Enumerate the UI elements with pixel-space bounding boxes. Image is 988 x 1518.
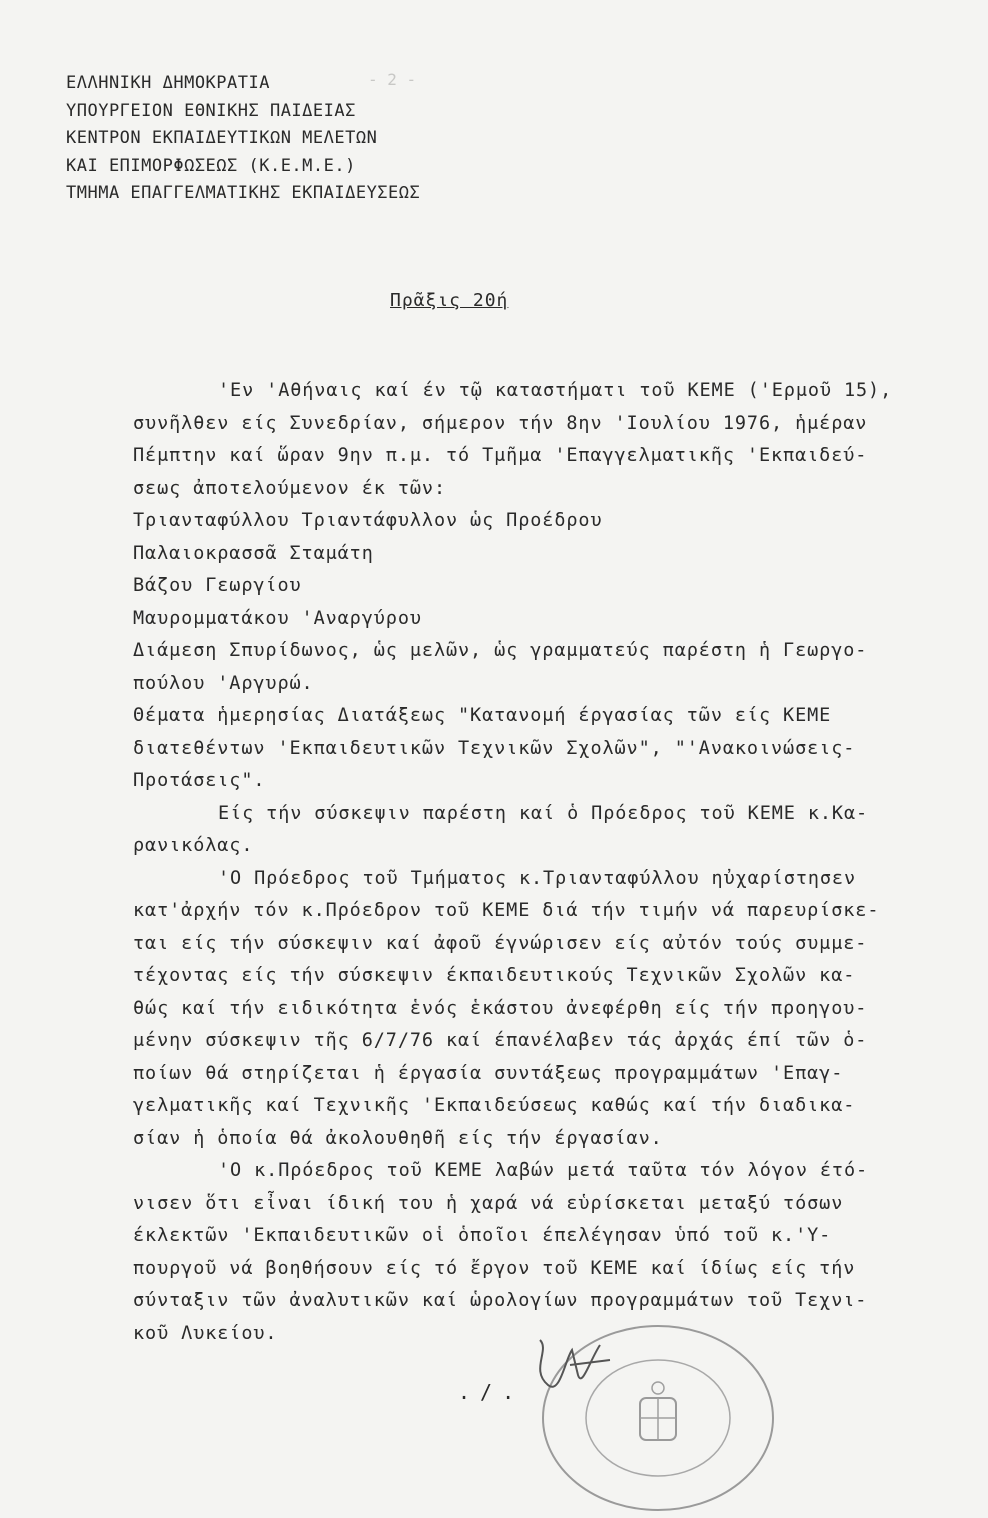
body-line: πουργοῦ νά βοηθήσουν είς τό ἔργον τοῦ ΚΕΜΕ καί ίδίως είς τήν: [133, 1257, 856, 1279]
body-line: τέχοντας είς τήν σύσκεψιν έκπαιδευτικούς Τεχνικῶν Σχολῶν κα-: [133, 965, 856, 986]
signature: [520, 1330, 630, 1400]
body-line: Βάζου Γεωργίου: [133, 575, 302, 596]
body-line: 'Ο Πρόεδρος τοῦ Τμήματος κ.Τριανταφύλλου ηὐχαρίστησεν: [218, 867, 857, 889]
body-line: Διάμεση Σπυρίδωνος, ὡς μελῶν, ὡς γραμματεύς παρέστη ἡ Γεωργο-: [133, 640, 868, 661]
body-line: Προτάσεις".: [133, 770, 266, 791]
body-line: Τριανταφύλλου Τριαντάφυλλον ὡς Προέδρου: [133, 510, 603, 531]
body-line: σίαν ἡ ὁποία θά ἀκολουθηθῆ είς τήν έργασίαν.: [133, 1127, 663, 1149]
body-line: έκλεκτῶν 'Εκπαιδευτικῶν οἱ ὁποῖοι έπελέγησαν ὑπό τοῦ κ.'Υ-: [133, 1225, 832, 1246]
letterhead-line: ΤΜΗΜΑ ΕΠΑΓΓΕΛΜΑΤΙΚΗΣ ΕΚΠΑΙΔΕΥΣΕΩΣ: [66, 183, 421, 203]
body-line: 'Εν 'Αθήναις καί έν τῷ καταστήματι τοῦ ΚΕΜΕ ('Ερμοῦ 15),: [218, 380, 893, 401]
body-line: ται είς τήν σύσκεψιν καί ἀφοῦ έγνώρισεν είς αὐτόν τούς συμμε-: [133, 932, 868, 954]
body-line: σύνταξιν τῶν ἀναλυτικῶν καί ὡρολογίων προγραμμάτων τοῦ Τεχνι-: [133, 1290, 868, 1311]
continuation-mark: ./.: [458, 1380, 525, 1404]
body-line: γελματικῆς καί Τεχνικῆς 'Εκπαιδεύσεως καθώς καί τήν διαδικα-: [133, 1095, 856, 1116]
body-line: Θέματα ἡμερησίας Διατάξεως "Κατανομή έργασίας τῶν είς ΚΕΜΕ: [133, 705, 832, 726]
body-line: Παλαιοκρασσᾶ Σταμάτη: [133, 542, 374, 564]
body-line: διατεθέντων 'Εκπαιδευτικῶν Τεχνικῶν Σχολῶν", "'Ανακοινώσεις-: [133, 737, 856, 759]
body-line: 'Ο κ.Πρόεδρος τοῦ ΚΕΜΕ λαβών μετά ταῦτα τόν λόγον έτό-: [218, 1160, 869, 1181]
body-line: ποίων θά στηρίζεται ἡ έργασία συντάξεως προγραμμάτων 'Επαγ-: [133, 1062, 844, 1084]
body-line: πούλου 'Αργυρώ.: [133, 672, 314, 694]
body-line: κοῦ Λυκείου.: [133, 1322, 278, 1344]
bleed-through-page-number: - 2 -: [368, 70, 417, 89]
body-line: Είς τήν σύσκεψιν παρέστη καί ὁ Πρόεδρος τοῦ ΚΕΜΕ κ.Κα-: [218, 802, 869, 824]
letterhead-line: ΚΕΝΤΡΟΝ ΕΚΠΑΙΔΕΥΤΙΚΩΝ ΜΕΛΕΤΩΝ: [66, 128, 378, 148]
body-line: Πέμπτην καί ὥραν 9ην π.μ. τό Τμῆμα 'Επαγγελματικῆς 'Εκπαιδεύ-: [133, 445, 868, 466]
letterhead-line: ΚΑΙ ΕΠΙΜΟΡΦΩΣΕΩΣ (Κ.Ε.Μ.Ε.): [66, 155, 356, 176]
letterhead-line: ΕΛΛΗΝΙΚΗ ΔΗΜΟΚΡΑΤΙΑ: [66, 73, 270, 93]
document-body: [133, 375, 963, 1350]
body-line: μένην σύσκεψιν τῆς 6/7/76 καί έπανέλαβεν τάς ἀρχάς έπί τῶν ὁ-: [133, 1030, 868, 1051]
letterhead-line: ΥΠΟΥΡΓΕΙΟΝ ΕΘΝΙΚΗΣ ΠΑΙΔΕΙΑΣ: [66, 100, 356, 121]
body-line: κατ'ἀρχήν τόν κ.Πρόεδρον τοῦ ΚΕΜΕ διά τήν τιμήν νά παρευρίσκε-: [133, 900, 880, 921]
body-line: θώς καί τήν ειδικότητα ἑνός ἑκάστου ἀνεφέρθη είς τήν προηγου-: [133, 997, 868, 1019]
letterhead: [66, 70, 420, 208]
document-title: Πρᾶξις 20ή: [390, 290, 509, 311]
body-line: ρανικόλας.: [133, 835, 254, 856]
body-line: νισεν ὅτι εἶναι ίδική του ἡ χαρά νά εὑρίσκεται μεταξύ τόσων: [133, 1192, 844, 1214]
body-line: συνῆλθεν είς Συνεδρίαν, σήμερον τήν 8ην 'Ιουλίου 1976, ἡμέραν: [133, 412, 868, 434]
body-line: σεως ἀποτελούμενον έκ τῶν:: [133, 477, 446, 499]
body-line: Μαυρομματάκου 'Αναργύρου: [133, 607, 422, 629]
